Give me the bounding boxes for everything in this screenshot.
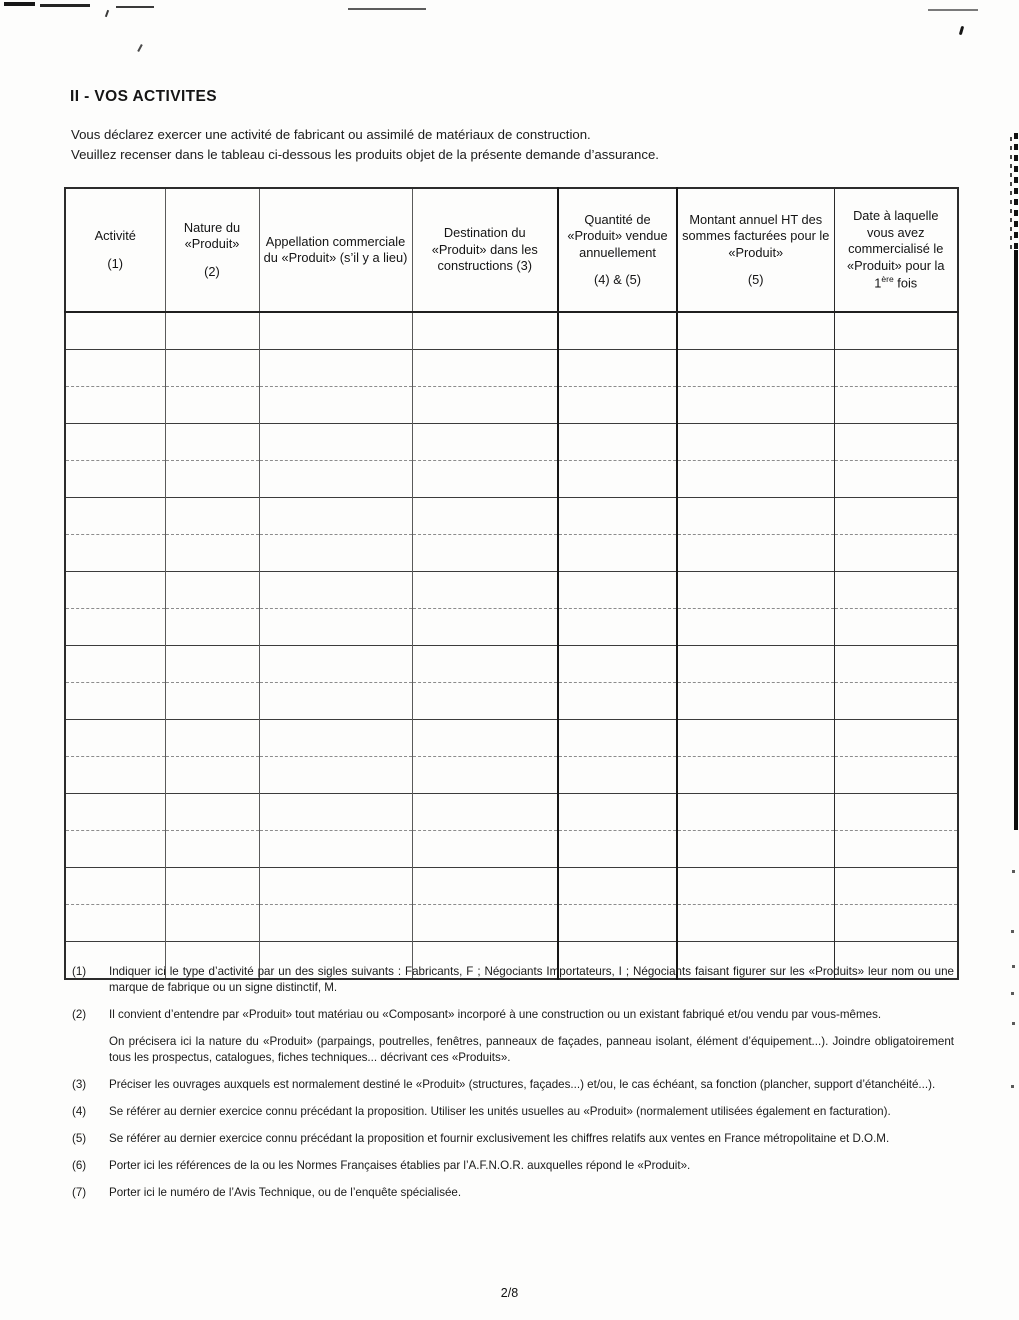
table-cell (834, 831, 958, 868)
table-cell (165, 461, 259, 498)
intro-line-1: Vous déclarez exercer une activité de fabricant ou assimilé de matériaux de construction. (71, 127, 591, 142)
table-cell (677, 461, 834, 498)
table-cell (834, 387, 958, 424)
table-cell (558, 498, 677, 535)
table-cell (165, 905, 259, 942)
table-cell (558, 387, 677, 424)
table-cell (259, 683, 412, 720)
table-row (65, 609, 958, 646)
col-header-activite (65, 188, 165, 312)
table-cell (558, 424, 677, 461)
table-cell (259, 498, 412, 535)
col-header-label: Activité (94, 228, 136, 244)
table-cell (558, 646, 677, 683)
table-cell (558, 572, 677, 609)
table-row (65, 905, 958, 942)
table-row (65, 683, 958, 720)
table-cell (412, 868, 558, 905)
table-cell (259, 461, 412, 498)
table-cell (259, 312, 412, 350)
table-cell (558, 461, 677, 498)
table-cell (165, 868, 259, 905)
table-cell (412, 720, 558, 757)
table-cell (558, 757, 677, 794)
table-row (65, 831, 958, 868)
table-cell (558, 720, 677, 757)
table-cell (165, 831, 259, 868)
table-cell (558, 535, 677, 572)
table-cell (412, 831, 558, 868)
scan-artifact (1012, 870, 1015, 873)
section-title: II - VOS ACTIVITES (70, 88, 218, 105)
footnote-1 (72, 964, 954, 996)
table-cell (259, 609, 412, 646)
table-cell (834, 794, 958, 831)
scan-artifact (1010, 137, 1012, 253)
scan-artifact (137, 44, 143, 52)
footnote-text: Il convient d’entendre par «Produit» tout matériau ou «Composant» incorporé à une construction ou un existant fabriqué et/ou vendu par vous-mêmes. On précisera ici la nature du «Produit» (parpaings, poutrelles, fenêtres, panneaux de façades, panneau isolant, élément d’équipement...). Joindre obligatoirement tous les prospectus, catalogues, fiches techniques... décrivant ces «Produits». (109, 1007, 954, 1064)
footnote-3 (72, 1077, 954, 1093)
col-header-ref: (5) (747, 271, 764, 287)
table-row (65, 572, 958, 609)
table-cell (65, 868, 165, 905)
table-cell (65, 424, 165, 461)
table-cell (677, 905, 834, 942)
table-cell (412, 646, 558, 683)
table-row (65, 757, 958, 794)
table-cell (558, 794, 677, 831)
table-cell (834, 572, 958, 609)
scan-artifact (1012, 1022, 1015, 1025)
table-cell (259, 720, 412, 757)
col-header-ref: (4) & (5) (594, 271, 641, 287)
scan-artifact (928, 9, 978, 11)
table-cell (165, 424, 259, 461)
col-header-destination (412, 188, 558, 312)
table-cell (558, 683, 677, 720)
table-cell (65, 535, 165, 572)
table-cell (65, 572, 165, 609)
table-cell (65, 461, 165, 498)
table-cell (65, 498, 165, 535)
table-cell (412, 609, 558, 646)
table-cell (65, 609, 165, 646)
scan-artifact (1014, 133, 1018, 251)
table-row (65, 461, 958, 498)
col-header-quantite (558, 188, 677, 312)
footnote-ref: (1) (72, 965, 87, 978)
table-cell (677, 868, 834, 905)
table-cell (412, 683, 558, 720)
intro-text (71, 125, 871, 166)
table-cell (834, 757, 958, 794)
col-header-label: Appellation commerciale du «Produit» (s’il y a lieu) (263, 233, 408, 265)
table-row (65, 498, 958, 535)
table-cell (834, 312, 958, 350)
table-cell (165, 572, 259, 609)
footnote-ref: (4) (72, 1104, 87, 1118)
table-cell (65, 387, 165, 424)
table-header-row (65, 188, 958, 312)
footnote-ref: (2) (72, 1007, 87, 1021)
footnote-text: Indiquer ici le type d’activité par un des sigles suivants : Fabricants, F ; Négociants Importateurs, I ; Négociants faisant figurer sur les «Produits» leur nom ou une marque de fabrique ou un signe distinctif, M. (109, 965, 954, 994)
col-header-label: Destination du «Produit» dans les constructions (3) (431, 225, 538, 274)
col-header-appellation-commerciale (259, 188, 412, 312)
table-cell (834, 498, 958, 535)
footnote-ref: (5) (72, 1131, 87, 1145)
table-cell (677, 831, 834, 868)
table-cell (412, 905, 558, 942)
table-cell (65, 794, 165, 831)
footnote-ref: (3) (72, 1077, 87, 1091)
table-cell (65, 905, 165, 942)
scan-artifact (116, 6, 154, 8)
scan-artifact (1011, 930, 1014, 933)
footnote-ref: (6) (72, 1158, 87, 1172)
footnote-text: Porter ici les références de la ou les Normes Françaises établies par l’A.F.N.O.R. auxquelles répond le «Produit». (109, 1158, 691, 1172)
table-cell (677, 498, 834, 535)
table-cell (677, 720, 834, 757)
table-cell (412, 757, 558, 794)
table-row (65, 535, 958, 572)
table-cell (677, 535, 834, 572)
table-cell (65, 350, 165, 387)
footnote-5 (72, 1131, 954, 1147)
table-cell (834, 609, 958, 646)
table-cell (558, 831, 677, 868)
table-cell (165, 683, 259, 720)
col-header-montant-annuel (677, 188, 834, 312)
page-number: 2/8 (500, 1286, 519, 1300)
table-cell (558, 312, 677, 350)
table-cell (677, 572, 834, 609)
footnote-text: Porter ici le numéro de l’Avis Technique, ou de l’enquête spécialisée. (109, 1185, 462, 1199)
table-cell (165, 387, 259, 424)
footnotes (72, 964, 954, 1201)
footnote-6 (72, 1158, 954, 1174)
table-cell (412, 350, 558, 387)
table-cell (259, 905, 412, 942)
footnote-ref: (7) (72, 1185, 87, 1199)
table-cell (65, 831, 165, 868)
table-cell (677, 646, 834, 683)
table-cell (677, 312, 834, 350)
scan-artifact (1011, 992, 1014, 995)
table-cell (677, 424, 834, 461)
table-cell (412, 387, 558, 424)
col-header-label: Montant annuel HT des sommes facturées pour le «Produit» (682, 211, 830, 260)
superscript-ere: ère (881, 273, 894, 284)
table-cell (558, 350, 677, 387)
scan-artifact (40, 4, 90, 7)
table-row (65, 794, 958, 831)
table-row (65, 350, 958, 387)
table-row (65, 720, 958, 757)
table-cell (834, 535, 958, 572)
footnote-text: Préciser les ouvrages auxquels est normalement destiné le «Produit» (structures, façades...) et/ou, le cas échéant, sa fonction (plancher, support d’étanchéité...). (109, 1077, 936, 1091)
footnote-2 (72, 1007, 954, 1066)
col-header-label: Nature du «Produit» (183, 219, 241, 252)
table-cell (165, 794, 259, 831)
table-row (65, 387, 958, 424)
scan-artifact (348, 8, 426, 10)
table-cell (834, 683, 958, 720)
table-row (65, 646, 958, 683)
scan-artifact (105, 10, 109, 17)
footnote-text: Se référer au dernier exercice connu précédant la proposition. Utiliser les unités usuelles au «Produit» (normalement utilisées également en facturation). (109, 1104, 891, 1118)
table-cell (165, 350, 259, 387)
table-cell (834, 905, 958, 942)
table-row (65, 312, 958, 350)
table-cell (165, 646, 259, 683)
table-row (65, 868, 958, 905)
table-cell (165, 757, 259, 794)
table-cell (259, 387, 412, 424)
products-table (64, 187, 959, 980)
table-cell (834, 720, 958, 757)
table-cell (677, 609, 834, 646)
table-cell (165, 498, 259, 535)
table-cell (412, 535, 558, 572)
col-header-date-commercialisation (834, 188, 958, 312)
footnote-4 (72, 1104, 954, 1120)
scan-artifact (1012, 965, 1015, 968)
table-cell (65, 312, 165, 350)
table-cell (259, 646, 412, 683)
table-body (65, 312, 958, 979)
table-cell (412, 312, 558, 350)
table-cell (412, 498, 558, 535)
table-cell (834, 350, 958, 387)
table-cell (677, 387, 834, 424)
table-cell (677, 683, 834, 720)
scan-artifact (959, 26, 964, 35)
table-cell (259, 831, 412, 868)
table-cell (165, 535, 259, 572)
table-cell (834, 461, 958, 498)
table-cell (259, 757, 412, 794)
table-cell (165, 312, 259, 350)
table-cell (677, 794, 834, 831)
table-cell (65, 683, 165, 720)
table-cell (259, 794, 412, 831)
table-cell (412, 461, 558, 498)
table-cell (259, 572, 412, 609)
table-cell (834, 868, 958, 905)
table-cell (259, 424, 412, 461)
col-header-nature-produit (165, 188, 259, 312)
table-cell (677, 350, 834, 387)
table-cell (259, 868, 412, 905)
col-header-ref: (1) (107, 255, 124, 271)
table-cell (259, 350, 412, 387)
col-header-ref: (2) (204, 263, 220, 279)
footnote-7 (72, 1185, 954, 1201)
table-cell (65, 720, 165, 757)
col-header-label: Quantité de «Produit» vendue annuellement (567, 211, 668, 260)
table-cell (558, 868, 677, 905)
table-cell (259, 535, 412, 572)
scan-artifact (1011, 1085, 1014, 1088)
table-cell (412, 424, 558, 461)
table-cell (65, 757, 165, 794)
table-cell (834, 424, 958, 461)
intro-line-2: Veuillez recenser dans le tableau ci-dessous les produits objet de la présente demande d’assurance. (71, 147, 659, 163)
table-cell (165, 720, 259, 757)
table-cell (834, 646, 958, 683)
table-cell (412, 794, 558, 831)
table-cell (558, 905, 677, 942)
col-header-label: Date à laquelle vous avez commercialisé le «Produit» pour la 1ère fois (847, 208, 945, 291)
table-cell (558, 609, 677, 646)
scan-artifact (1014, 250, 1018, 830)
scan-artifact (4, 2, 35, 6)
footnote-text: Se référer au dernier exercice connu précédant la proposition et fournir exclusivement les chiffres relatifs aux ventes en France métropolitaine et D.O.M. (109, 1131, 890, 1145)
table-row (65, 424, 958, 461)
table-cell (165, 609, 259, 646)
table-cell (65, 646, 165, 683)
table-cell (677, 757, 834, 794)
table-cell (412, 572, 558, 609)
